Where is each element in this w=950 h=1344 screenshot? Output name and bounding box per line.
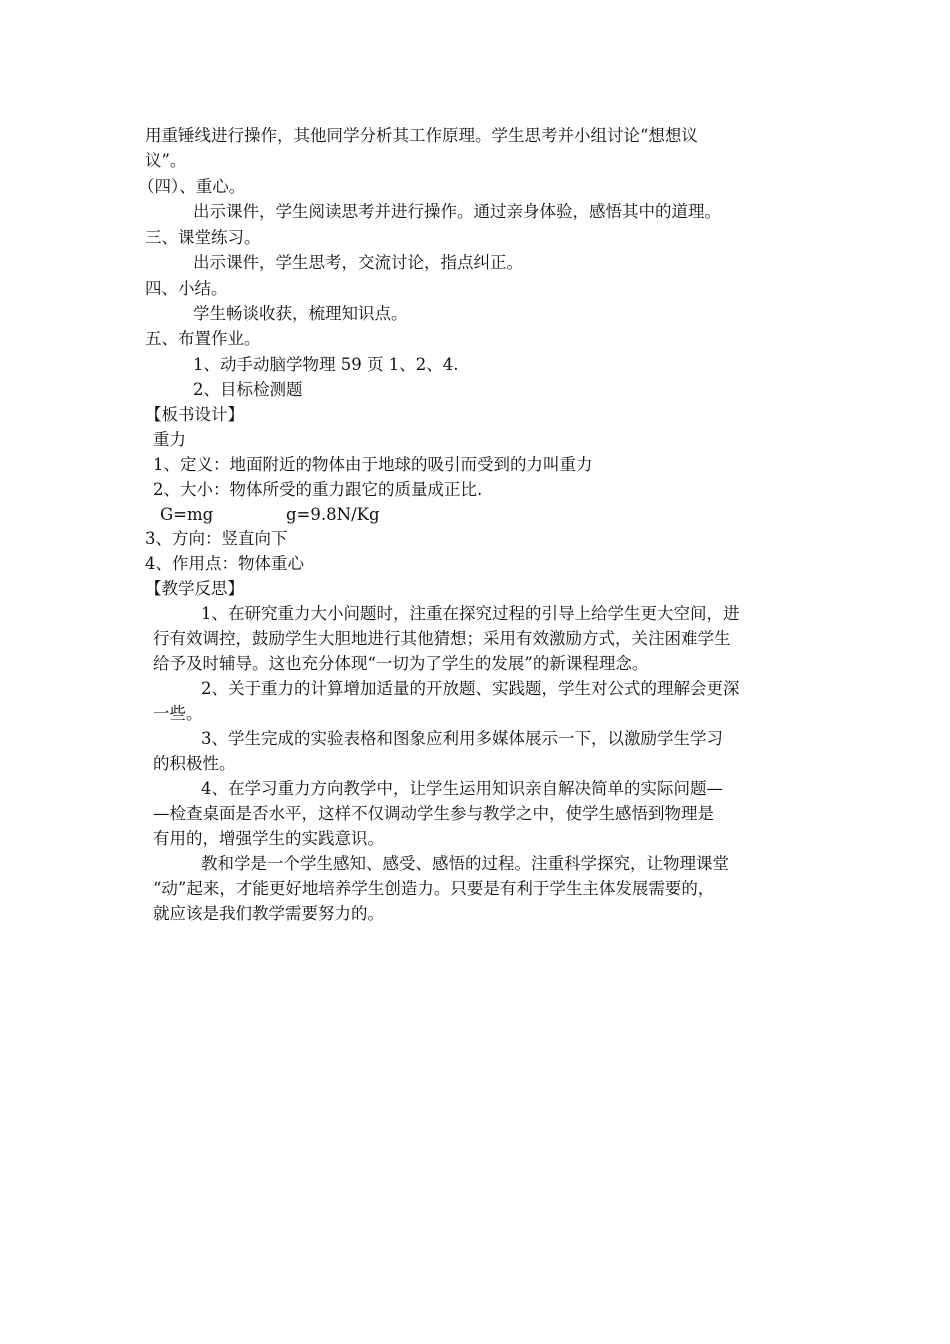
board-item: 3、方向：竖直向下 — [145, 529, 288, 548]
text-line: 的积极性。 — [153, 754, 236, 773]
section-heading: 【板书设计】 — [145, 405, 244, 424]
list-item: 1、动手动脑学物理 59 页 1、2、4. — [193, 355, 459, 374]
text-line: “动”起来，才能更好地培养学生创造力。只要是有利于学生主体发展需要的， — [153, 879, 715, 898]
formula-line — [160, 503, 380, 527]
section-heading: （四）、重心。 — [138, 177, 246, 196]
section-heading: 三、课堂练习。 — [145, 228, 261, 247]
text-line: 2、关于重力的计算增加适量的开放题、实践题，学生对公式的理解会更深 — [201, 679, 740, 698]
list-item: 2、目标检测题 — [193, 380, 303, 399]
text-line: 用重锤线进行操作，其他同学分析其工作原理。学生思考并小组讨论“想想议 — [145, 126, 698, 145]
text-line: 议”。 — [145, 151, 187, 170]
board-title: 重力 — [153, 430, 186, 449]
text-line: 3、学生完成的实验表格和图象应利用多媒体展示一下，以激励学生学习 — [201, 729, 723, 748]
text-line: 出示课件，学生思考，交流讨论，指点纠正。 — [193, 253, 523, 272]
text-line: —检查桌面是否水平，这样不仅调动学生参与教学之中，使学生感悟到物理是 — [153, 804, 714, 823]
text-line: 就应该是我们教学需要努力的。 — [153, 904, 384, 923]
text-line: 1、在研究重力大小问题时，注重在探究过程的引导上给学生更大空间，进 — [201, 604, 740, 623]
board-item: 1、定义：地面附近的物体由于地球的吸引而受到的力叫重力 — [153, 455, 593, 474]
text-line: 给予及时辅导。这也充分体现“一切为了学生的发展”的新课程理念。 — [153, 654, 649, 673]
text-line: 行有效调控，鼓励学生大胆地进行其他猜想；采用有效激励方式，关注困难学生 — [153, 629, 731, 648]
text-line: 4、在学习重力方向教学中，让学生运用知识亲自解决简单的实际问题— — [201, 779, 723, 798]
text-line: 出示课件，学生阅读思考并进行操作。通过亲身体验，感悟其中的道理。 — [193, 202, 721, 221]
text-line: 教和学是一个学生感知、感受、感悟的过程。注重科学探究，让物理课堂 — [201, 854, 729, 873]
board-item: 4、作用点：物体重心 — [145, 554, 304, 573]
formula-g-constant: g=9.8N/Kg — [286, 505, 380, 524]
formula-gravity: G=mg — [160, 505, 214, 524]
section-heading: 五、布置作业。 — [145, 329, 261, 348]
section-heading: 四、小结。 — [145, 279, 228, 298]
text-line: 学生畅谈收获，梳理知识点。 — [193, 304, 408, 323]
board-item: 2、大小：物体所受的重力跟它的质量成正比. — [153, 480, 483, 499]
text-line: 一些。 — [153, 704, 203, 723]
text-line: 有用的，增强学生的实践意识。 — [153, 829, 384, 848]
section-heading: 【教学反思】 — [145, 579, 244, 598]
